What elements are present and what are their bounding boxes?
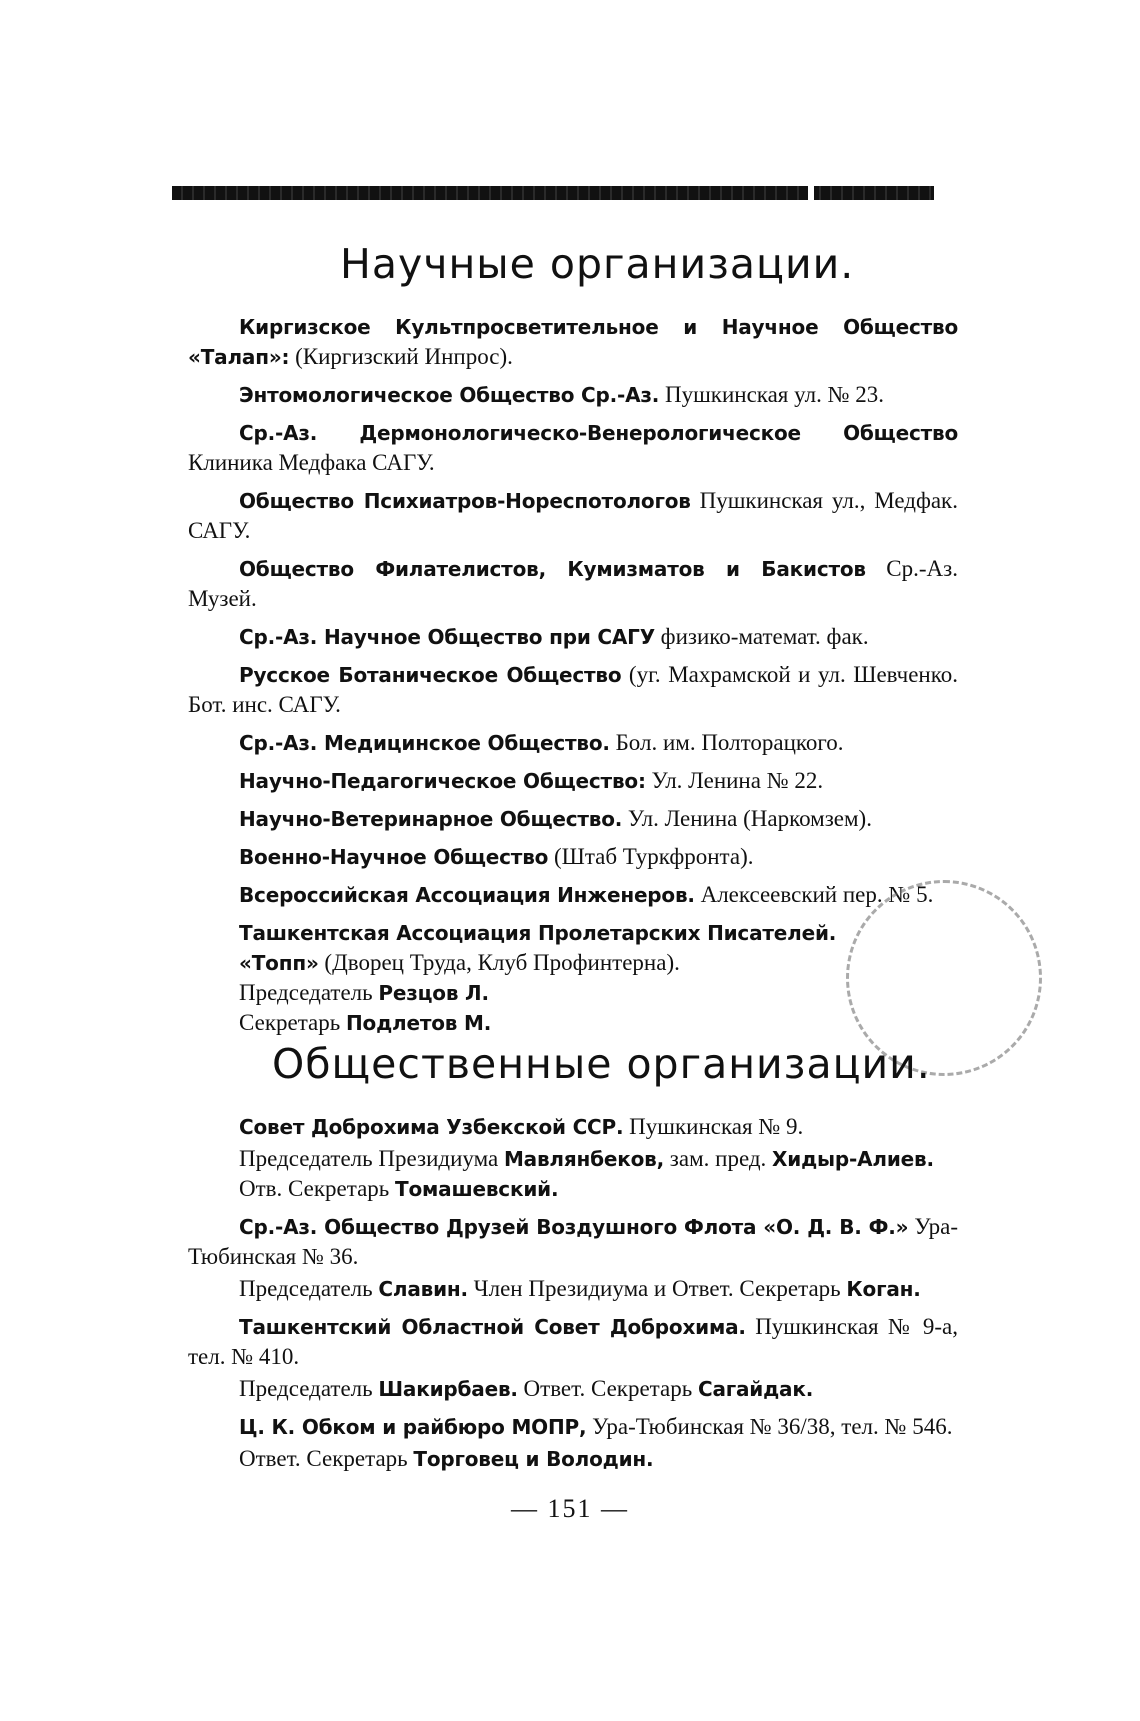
- tapp-name: Ташкентская Ассоциация Пролетарских Писателей.: [239, 921, 837, 945]
- tapp-address: (Дворец Труда, Клуб Профинтерна).: [324, 950, 680, 975]
- list-item: Энтомологическое Общество Ср.-Аз. Пушкинская ул. № 23.: [239, 382, 885, 407]
- list-item: Ср.-Аз. Общество Друзей Воздушного Флота «О. Д. В. Ф.» Ура-Тюбинская № 36. Председатель Славин. Член Президиума и Ответ. Секретарь Коган.: [188, 1214, 959, 1301]
- page-number: — 151 —: [511, 1494, 629, 1523]
- tapp-short: «Топп»: [239, 951, 319, 975]
- list-item: Всероссийская Ассоциация Инженеров. Алексеевский пер. № 5.: [239, 882, 934, 907]
- list-item: Ср.-Аз. Дермонологическо-Венерологическое Общество Клиника Медфака САГУ.: [188, 421, 958, 475]
- scientific-list: [188, 312, 958, 1038]
- list-item: Научно-Ветеринарное Общество. Ул. Ленина (Наркомзем).: [239, 806, 872, 831]
- list-item: Ц. К. Обком и райбюро МОПР, Ура-Тюбинская № 36/38, тел. № 546. Ответ. Секретарь Торговец и Володин.: [239, 1414, 953, 1471]
- list-item: Ср.-Аз. Медицинское Общество. Бол. им. Полторацкого.: [239, 730, 844, 755]
- list-item: Ср.-Аз. Научное Общество при САГУ физико-математ. фак.: [239, 624, 869, 649]
- chair-name: Резцов Л.: [378, 981, 489, 1005]
- rule-gap: [808, 186, 814, 200]
- secretary-label: Секретарь: [239, 1010, 341, 1035]
- list-item: Русское Ботаническое Общество (уг. Махрамской и ул. Шевченко. Бот. инс. САГУ.: [188, 662, 958, 717]
- list-item: Научно-Педагогическое Общество: Ул. Ленина № 22.: [239, 768, 824, 793]
- public-list: [188, 1112, 958, 1474]
- section-title-scientific: Научные организации.: [340, 240, 855, 288]
- section-title-public: Общественные организации.: [272, 1040, 931, 1088]
- tapp-entry: [188, 918, 958, 1038]
- secretary-name: Подлетов М.: [346, 1011, 492, 1035]
- chair-label: Председатель: [239, 980, 373, 1005]
- list-item: Военно-Научное Общество (Штаб Туркфронта).: [239, 844, 754, 869]
- list-item: Киргизское Культпросветительное и Научное Общество «Талап»: (Киргизский Инпрос).: [188, 315, 958, 369]
- list-item: Общество Филателистов, Кумизматов и Бакистов Ср.-Аз. Музей.: [188, 556, 958, 611]
- top-decorative-rule: [172, 186, 934, 200]
- list-item: Совет Доброхима Узбекской ССР. Пушкинская № 9. Председатель Президиума Мавлянбеков, зам. пред. Хидыр-Алиев. Отв. Секретарь Томашевский.: [239, 1114, 934, 1201]
- list-item: Общество Психиатров-Нореспотологов Пушкинская ул., Медфак. САГУ.: [188, 488, 958, 543]
- list-item: Ташкентский Областной Совет Доброхима. Пушкинская № 9-а, тел. № 410. Председатель Шакирбаев. Ответ. Секретарь Сагайдак.: [188, 1314, 959, 1401]
